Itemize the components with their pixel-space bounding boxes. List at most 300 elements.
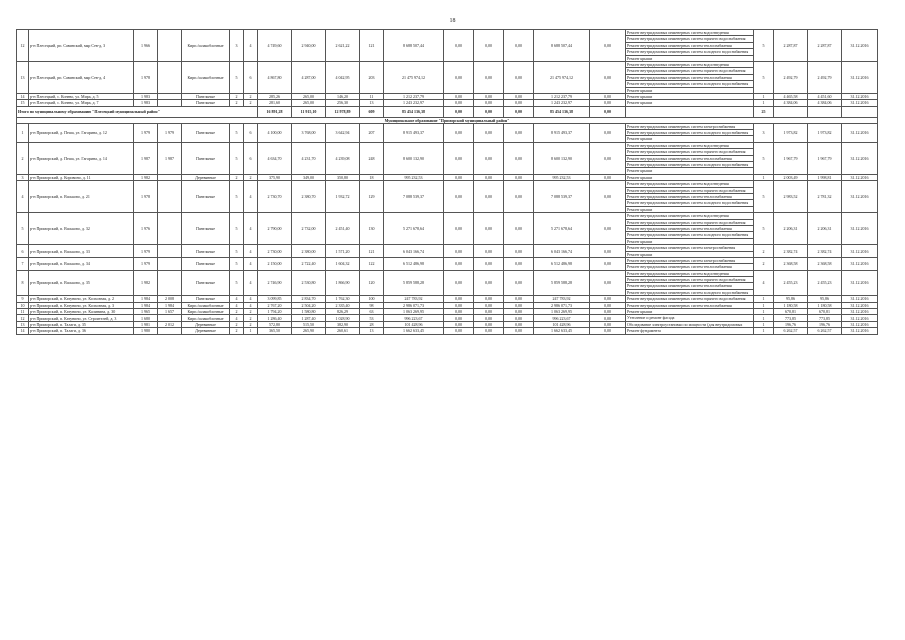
cell-dt: 31.12.2016 xyxy=(842,30,878,62)
cell-c3: 0,00 xyxy=(474,270,504,296)
cell-c2: 0,00 xyxy=(444,315,474,321)
cell-c1: 1 662 633,45 xyxy=(384,328,444,334)
cell-c6: 0,00 xyxy=(590,315,626,321)
cell-addr: р-н Плесецкий, рп. Савинский, мкр Сев-д, 3 xyxy=(29,30,134,62)
cell-cnt: 2 xyxy=(754,257,774,270)
work-item: Обследование электроустановки по мощности (для внутридомовых xyxy=(627,321,743,327)
total-c2: 0,00 xyxy=(444,106,474,117)
cell-addr: р-н Приморский, п. Васьково, д. 33 xyxy=(29,245,134,258)
cell-s1: 281,60 xyxy=(258,100,292,106)
cell-c3: 0,00 xyxy=(474,321,504,327)
cell-c2: 0,00 xyxy=(444,142,474,174)
cell-c3: 0,00 xyxy=(474,123,504,142)
cell-c1: 6 043 166,74 xyxy=(384,245,444,258)
cell-cnt: 1 xyxy=(754,174,774,180)
cell-p: 129 xyxy=(360,181,384,213)
total-c3: 0,00 xyxy=(474,106,504,117)
work-item: Ремонт внутридомовых инженерных систем горячего водоснабжения xyxy=(626,188,753,194)
cell-s2: 515,50 xyxy=(292,321,326,327)
total-cnt: 25 xyxy=(754,106,774,117)
total-label: Итого по муниципальному образованию "Плесецкий муниципальный район" xyxy=(17,106,258,117)
cell-s3: 1 571,20 xyxy=(326,245,360,258)
cell-s3: 1 932,72 xyxy=(326,181,360,213)
cell-c2: 0,00 xyxy=(444,296,474,302)
cell-mat: Панельные xyxy=(182,270,230,296)
cell-c6: 0,00 xyxy=(590,30,626,62)
cell-c5: 1 243 232,97 xyxy=(534,100,590,106)
cell-c2: 0,00 xyxy=(444,30,474,62)
cell-dt: 31.12.2016 xyxy=(842,213,878,245)
work-item: Ремонт внутридомовых инженерных систем водоотведения xyxy=(626,213,753,219)
cell-s2: 265,00 xyxy=(292,100,326,106)
cell-mat: Панельные xyxy=(182,245,230,258)
cell-c2: 0,00 xyxy=(444,123,474,142)
cell-y2 xyxy=(158,257,182,270)
cell-dt: 31.12.2016 xyxy=(842,174,878,180)
cell-u1: 670,81 xyxy=(774,309,808,315)
cell-p: 98 xyxy=(360,302,384,308)
cell-n: 8 xyxy=(17,270,29,296)
cell-y1: 1 978 xyxy=(134,61,158,93)
cell-u2: 1 180,58 xyxy=(808,302,842,308)
cell-c3: 0,00 xyxy=(474,93,504,99)
cell-s2: 265,90 xyxy=(292,328,326,334)
cell-addr: р-н Приморский, д. Коровино, д. 11 xyxy=(29,174,134,180)
cell-y2 xyxy=(158,245,182,258)
cell-dt: 31.12.2016 xyxy=(842,181,878,213)
cell-u1: 2 455,23 xyxy=(774,270,808,296)
cell-y1: 1 966 xyxy=(134,30,158,62)
cell-s2: 349,00 xyxy=(292,174,326,180)
cell-en: 4 xyxy=(244,296,258,302)
cell-c5: 1 212 237,79 xyxy=(534,93,590,99)
cell-mat: Панельные xyxy=(182,100,230,106)
work-item: Ремонт внутридомовых инженерных систем горячего водоснабжения xyxy=(626,68,753,74)
work-item: Ремонт крыши xyxy=(627,206,653,212)
cell-dt: 31.12.2016 xyxy=(842,123,878,142)
cell-u1: 95,86 xyxy=(774,296,808,302)
cell-c6: 0,00 xyxy=(590,142,626,174)
cell-s3: 1 762,30 xyxy=(326,296,360,302)
cell-dt: 31.12.2016 xyxy=(842,328,878,334)
cell-dt: 31.12.2016 xyxy=(842,257,878,270)
cell-u2: 2 368,58 xyxy=(808,257,842,270)
cell-n: 1 xyxy=(17,123,29,142)
cell-c5: 1 063 269,95 xyxy=(534,309,590,315)
cell-cnt: 1 xyxy=(754,321,774,327)
cell-y2: 1 987 xyxy=(158,142,182,174)
plesetsk-total xyxy=(17,106,878,117)
total-c5: 85 454 136,38 xyxy=(534,106,590,117)
primorsky-rows xyxy=(17,123,878,334)
cell-s2: 2 722,40 xyxy=(292,257,326,270)
cell-c3: 0,00 xyxy=(474,61,504,93)
cell-cnt: 1 xyxy=(754,296,774,302)
cell-addr: р-н Приморский, д. Пеша, ул. Гагарина, д. 12 xyxy=(29,123,134,142)
cell-c4: 0,00 xyxy=(504,270,534,296)
cell-dt: 31.12.2016 xyxy=(842,302,878,308)
table-row xyxy=(17,181,878,213)
cell-addr: р-н Приморский, п. Васьково, д. 21 xyxy=(29,181,134,213)
cell-p: 207 xyxy=(360,123,384,142)
cell-fl: 5 xyxy=(230,123,244,142)
cell-u2: 4 384,06 xyxy=(808,100,842,106)
cell-mat: Панельные xyxy=(182,296,230,302)
cell-u1: 4 384,06 xyxy=(774,100,808,106)
work-item: Ремонт крыши xyxy=(627,100,653,106)
total-s3: 12 978,89 xyxy=(326,106,360,117)
cell-s1: 4 749,60 xyxy=(258,30,292,62)
work-item: Ремонт внутридомовых инженерных систем горячего водоснабжения xyxy=(627,296,746,302)
cell-mat: Деревянные xyxy=(182,321,230,327)
cell-dt: 31.12.2016 xyxy=(842,142,878,174)
work-item: Ремонт крыши xyxy=(627,238,653,244)
work-item: Ремонт крыши xyxy=(627,251,653,257)
work-item: Ремонт внутридомовых инженерных систем теплоснабжения xyxy=(626,43,753,49)
cell-fl: 2 xyxy=(230,100,244,106)
cell-fl: 4 xyxy=(230,296,244,302)
work-item: Ремонт внутридомовых инженерных систем электроснабжения xyxy=(626,124,753,130)
cell-c4: 0,00 xyxy=(504,328,534,334)
cell-c3: 0,00 xyxy=(474,315,504,321)
cell-fl: 2 xyxy=(230,321,244,327)
work-item: Ремонт внутридомовых инженерных систем теплоснабжения xyxy=(626,226,753,232)
work-item: Ремонт крыши xyxy=(627,174,653,180)
cell-y1: 1 984 xyxy=(134,296,158,302)
cell-c5: 5 271 678,64 xyxy=(534,213,590,245)
cell-u2: 95,86 xyxy=(808,296,842,302)
total-u1 xyxy=(774,106,808,117)
cell-s2: 2 530,80 xyxy=(292,270,326,296)
cell-p: 121 xyxy=(360,245,384,258)
cell-fl: 4 xyxy=(230,302,244,308)
cell-s3: 1 604,32 xyxy=(326,257,360,270)
cell-c3: 0,00 xyxy=(474,142,504,174)
work-item: Ремонт внутридомовых инженерных систем горячего водоснабжения xyxy=(626,277,753,283)
cell-y1: 1 984 xyxy=(134,302,158,308)
cell-y2: 1 984 xyxy=(158,302,182,308)
cell-c1: 5 859 588,28 xyxy=(384,270,444,296)
cell-s3: 826,29 xyxy=(326,309,360,315)
cell-u2: 2 492,79 xyxy=(808,61,842,93)
work-item: Ремонт внутридомовых инженерных систем холодного водоснабжения xyxy=(627,289,749,295)
cell-s1: 2 730,00 xyxy=(258,245,292,258)
work-item: Ремонт внутридомовых инженерных систем водоотведения xyxy=(626,30,753,36)
cell-y1: 1 982 xyxy=(134,174,158,180)
cell-c2: 0,00 xyxy=(444,61,474,93)
cell-u2: 2 287,87 xyxy=(808,30,842,62)
cell-c4: 0,00 xyxy=(504,142,534,174)
cell-fl: 5 xyxy=(230,213,244,245)
cell-c4: 0,00 xyxy=(504,245,534,258)
cell-en: 4 xyxy=(244,257,258,270)
cell-y1: 1 980 xyxy=(134,328,158,334)
total-works xyxy=(626,106,754,117)
cell-n: 9 xyxy=(17,296,29,302)
cell-fl: 5 xyxy=(230,270,244,296)
cell-en: 6 xyxy=(244,61,258,93)
cell-mat: Кирп./шлакоблочные xyxy=(182,302,230,308)
cell-n: 13 xyxy=(17,321,29,327)
cell-addr: р-н Приморский, п. Катунино, ул. Калинина, д. 30 xyxy=(29,309,134,315)
cell-fl: 5 xyxy=(230,61,244,93)
works-cell xyxy=(626,123,754,142)
cell-mat: Кирп./шлакоблочные xyxy=(182,61,230,93)
works-cell xyxy=(626,181,754,213)
work-item: Ремонт крыши xyxy=(627,93,653,99)
cell-fl: 4 xyxy=(230,315,244,321)
work-item: Ремонт внутридомовых инженерных систем холодного водоснабжения xyxy=(626,200,753,206)
cell-s1: 365,50 xyxy=(258,328,292,334)
cell-s2: 4 231,70 xyxy=(292,142,326,174)
total-row xyxy=(17,106,878,117)
cell-y2: 1 979 xyxy=(158,123,182,142)
cell-cnt: 5 xyxy=(754,213,774,245)
cell-en: 2 xyxy=(244,93,258,99)
cell-s2: 2 834,70 xyxy=(292,296,326,302)
cell-y1: 1 981 xyxy=(134,321,158,327)
work-item: Ремонт внутридомовых инженерных систем холодного водоснабжения xyxy=(626,81,753,87)
cell-c1: 8 688 507,44 xyxy=(384,30,444,62)
cell-y1: 1 978 xyxy=(134,181,158,213)
cell-fl: 5 xyxy=(230,257,244,270)
cell-cnt: 1 xyxy=(754,93,774,99)
cell-n: 2 xyxy=(17,142,29,174)
cell-s1: 2 730,70 xyxy=(258,181,292,213)
work-item: Утепление и ремонт фасада xyxy=(627,315,675,321)
cell-c4: 0,00 xyxy=(504,30,534,62)
cell-dt: 31.12.2016 xyxy=(842,61,878,93)
cell-c1: 5 271 678,64 xyxy=(384,213,444,245)
cell-fl: 5 xyxy=(230,245,244,258)
cell-en: 2 xyxy=(244,174,258,180)
cell-p: 13 xyxy=(360,328,384,334)
cell-c4: 0,00 xyxy=(504,315,534,321)
cell-cnt: 5 xyxy=(754,61,774,93)
cell-s2: 3 768,00 xyxy=(292,123,326,142)
total-dt xyxy=(842,106,878,117)
cell-u1: 2 492,79 xyxy=(774,61,808,93)
cell-n: 10 xyxy=(17,302,29,308)
cell-u1: 196,76 xyxy=(774,321,808,327)
work-item: Ремонт внутридомовых инженерных систем теплоснабжения xyxy=(627,302,732,308)
cell-c2: 0,00 xyxy=(444,302,474,308)
cell-y2 xyxy=(158,213,182,245)
cell-s1: 2 767,20 xyxy=(258,302,292,308)
cell-c6: 0,00 xyxy=(590,100,626,106)
cell-c4: 0,00 xyxy=(504,296,534,302)
cell-fl: 5 xyxy=(230,142,244,174)
cell-c3: 0,00 xyxy=(474,296,504,302)
work-item: Ремонт крыши xyxy=(627,168,653,174)
work-item: Ремонт внутридомовых инженерных систем теплоснабжения xyxy=(626,156,753,162)
cell-c4: 0,00 xyxy=(504,213,534,245)
cell-y2 xyxy=(158,181,182,213)
cell-y1: 1 982 xyxy=(134,270,158,296)
cell-p: 121 xyxy=(360,30,384,62)
cell-u2: 2 382,74 xyxy=(808,245,842,258)
cell-c2: 0,00 xyxy=(444,100,474,106)
cell-p: 130 xyxy=(360,213,384,245)
cell-c1: 6 512 486,98 xyxy=(384,257,444,270)
cell-addr: р-н Плесецкий, с. Конево, ул. Мира, д. 7 xyxy=(29,100,134,106)
work-item: Ремонт внутридомовых инженерных систем теплоснабжения xyxy=(626,75,753,81)
cell-c3: 0,00 xyxy=(474,245,504,258)
cell-u2: 773,85 xyxy=(808,315,842,321)
cell-c1: 1 243 232,97 xyxy=(384,100,444,106)
work-item: Ремонт внутридомовых инженерных систем холодного водоснабжения xyxy=(626,130,753,136)
cell-n: 3 xyxy=(17,174,29,180)
cell-dt: 31.12.2016 xyxy=(842,315,878,321)
works-cell xyxy=(626,296,754,302)
cell-cnt: 1 xyxy=(754,328,774,334)
total-s1: 16 891,28 xyxy=(258,106,292,117)
cell-u1: 773,85 xyxy=(774,315,808,321)
work-item: Ремонт крыши xyxy=(627,309,653,315)
cell-c6: 0,00 xyxy=(590,309,626,315)
cell-p: 203 xyxy=(360,61,384,93)
cell-s1: 4 867,80 xyxy=(258,61,292,93)
cell-cnt: 2 xyxy=(754,245,774,258)
cell-p: 53 xyxy=(360,315,384,321)
cell-cnt: 5 xyxy=(754,30,774,62)
cell-c5: 21 475 974,12 xyxy=(534,61,590,93)
cell-en: 4 xyxy=(244,181,258,213)
cell-s1: 2 790,00 xyxy=(258,213,292,245)
cell-c5: 7 088 539,37 xyxy=(534,181,590,213)
cell-en: 2 xyxy=(244,100,258,106)
cell-y1: 1 979 xyxy=(134,245,158,258)
cell-u2: 2 206,31 xyxy=(808,213,842,245)
cell-c5: 8 600 132,90 xyxy=(534,142,590,174)
cell-y1: 1 965 xyxy=(134,309,158,315)
work-item: Ремонт внутридомовых инженерных систем водоотведения xyxy=(626,181,753,187)
cell-c3: 0,00 xyxy=(474,309,504,315)
cell-c1: 996 223,67 xyxy=(384,315,444,321)
cell-n: 11 xyxy=(17,309,29,315)
cell-s2: 2 940,00 xyxy=(292,30,326,62)
cell-y1: 1 979 xyxy=(134,123,158,142)
cell-mat: Панельные xyxy=(182,213,230,245)
cell-s1: 572,80 xyxy=(258,321,292,327)
cell-en: 2 xyxy=(244,315,258,321)
cell-dt: 31.12.2016 xyxy=(842,245,878,258)
cell-c2: 0,00 xyxy=(444,213,474,245)
cell-c2: 0,00 xyxy=(444,93,474,99)
cell-en: 4 xyxy=(244,302,258,308)
cell-addr: р-н Приморский, д. Пеша, ул. Гагарина, д. 14 xyxy=(29,142,134,174)
cell-cnt: 1 xyxy=(754,302,774,308)
cell-y1: 1 983 xyxy=(134,100,158,106)
cell-n: 5 xyxy=(17,213,29,245)
cell-c4: 0,00 xyxy=(504,321,534,327)
cell-s2: 1 580,80 xyxy=(292,309,326,315)
total-s2: 11 915,10 xyxy=(292,106,326,117)
cell-en: 6 xyxy=(244,142,258,174)
cell-c2: 0,00 xyxy=(444,257,474,270)
work-item: Ремонт внутридомовых инженерных систем водоотведения xyxy=(626,62,753,68)
cell-mat: Панельные xyxy=(182,123,230,142)
cell-c3: 0,00 xyxy=(474,174,504,180)
cell-c1: 8 600 132,90 xyxy=(384,142,444,174)
cell-c5: 1 662 633,45 xyxy=(534,328,590,334)
cell-cnt: 1 xyxy=(754,100,774,106)
cell-s3: 4 239,08 xyxy=(326,142,360,174)
cell-u1: 2 983,52 xyxy=(774,181,808,213)
cell-c2: 0,00 xyxy=(444,321,474,327)
cell-y1: 1 983 xyxy=(134,93,158,99)
page-number: 18 xyxy=(449,18,456,24)
cell-s3: 2 621,22 xyxy=(326,30,360,62)
cell-c2: 0,00 xyxy=(444,270,474,296)
total-c1: 85 454 136,38 xyxy=(384,106,444,117)
cell-fl: 2 xyxy=(230,93,244,99)
cell-u1: 2 287,87 xyxy=(774,30,808,62)
cell-u2: 6 262,57 xyxy=(808,328,842,334)
works-cell xyxy=(626,245,754,258)
cell-en: 2 xyxy=(244,321,258,327)
cell-c6: 0,00 xyxy=(590,257,626,270)
cell-c3: 0,00 xyxy=(474,302,504,308)
cell-y1: 1 987 xyxy=(134,142,158,174)
cell-s3: 1 028,90 xyxy=(326,315,360,321)
cell-p: 122 xyxy=(360,257,384,270)
cell-c1: 995 232,53 xyxy=(384,174,444,180)
cell-c4: 0,00 xyxy=(504,174,534,180)
cell-s1: 375,90 xyxy=(258,174,292,180)
cell-addr: р-н Плесецкий, рп. Савинский, мкр Сев-д, 4 xyxy=(29,61,134,93)
cell-y2 xyxy=(158,61,182,93)
housing-register-table xyxy=(16,29,872,335)
cell-c1: 101 428,96 xyxy=(384,321,444,327)
cell-c5: 995 232,53 xyxy=(534,174,590,180)
cell-fl: 3 xyxy=(230,30,244,62)
cell-c4: 0,00 xyxy=(504,309,534,315)
cell-p: 248 xyxy=(360,142,384,174)
cell-mat: Кирп./шлакоблочные xyxy=(182,309,230,315)
work-item: Ремонт внутридомовых инженерных систем теплоснабжения xyxy=(626,283,753,289)
cell-mat: Кирп./шлакоблочные xyxy=(182,315,230,321)
works-cell xyxy=(626,213,754,245)
cell-p: 11 xyxy=(360,93,384,99)
cell-u1: 2 368,58 xyxy=(774,257,808,270)
cell-mat: Деревянные xyxy=(182,174,230,180)
plesetsk-rows xyxy=(17,30,878,107)
work-item: Ремонт внутридомовых инженерных систем горячего водоснабжения xyxy=(626,220,753,226)
cell-cnt: 4 xyxy=(754,270,774,296)
cell-addr: р-н Приморский, п. Васьково, д. 34 xyxy=(29,257,134,270)
cell-c3: 0,00 xyxy=(474,181,504,213)
cell-c2: 0,00 xyxy=(444,174,474,180)
cell-c6: 0,00 xyxy=(590,123,626,142)
cell-c5: 6 512 486,98 xyxy=(534,257,590,270)
cell-addr: р-н Приморский, п. Талаги, д. 36 xyxy=(29,328,134,334)
cell-s1: 1 286,40 xyxy=(258,315,292,321)
cell-s3: 2 335,40 xyxy=(326,302,360,308)
cell-c4: 0,00 xyxy=(504,61,534,93)
cell-p: 18 xyxy=(360,174,384,180)
cell-c6: 0,00 xyxy=(590,328,626,334)
cell-u2: 1 998,81 xyxy=(808,174,842,180)
cell-c6: 0,00 xyxy=(590,213,626,245)
cell-c4: 0,00 xyxy=(504,302,534,308)
cell-en: 4 xyxy=(244,270,258,296)
cell-y2: 2 012 xyxy=(158,321,182,327)
works-cell xyxy=(626,30,754,62)
cell-c5: 8 688 507,44 xyxy=(534,30,590,62)
cell-cnt: 5 xyxy=(754,142,774,174)
table-row xyxy=(17,257,878,270)
